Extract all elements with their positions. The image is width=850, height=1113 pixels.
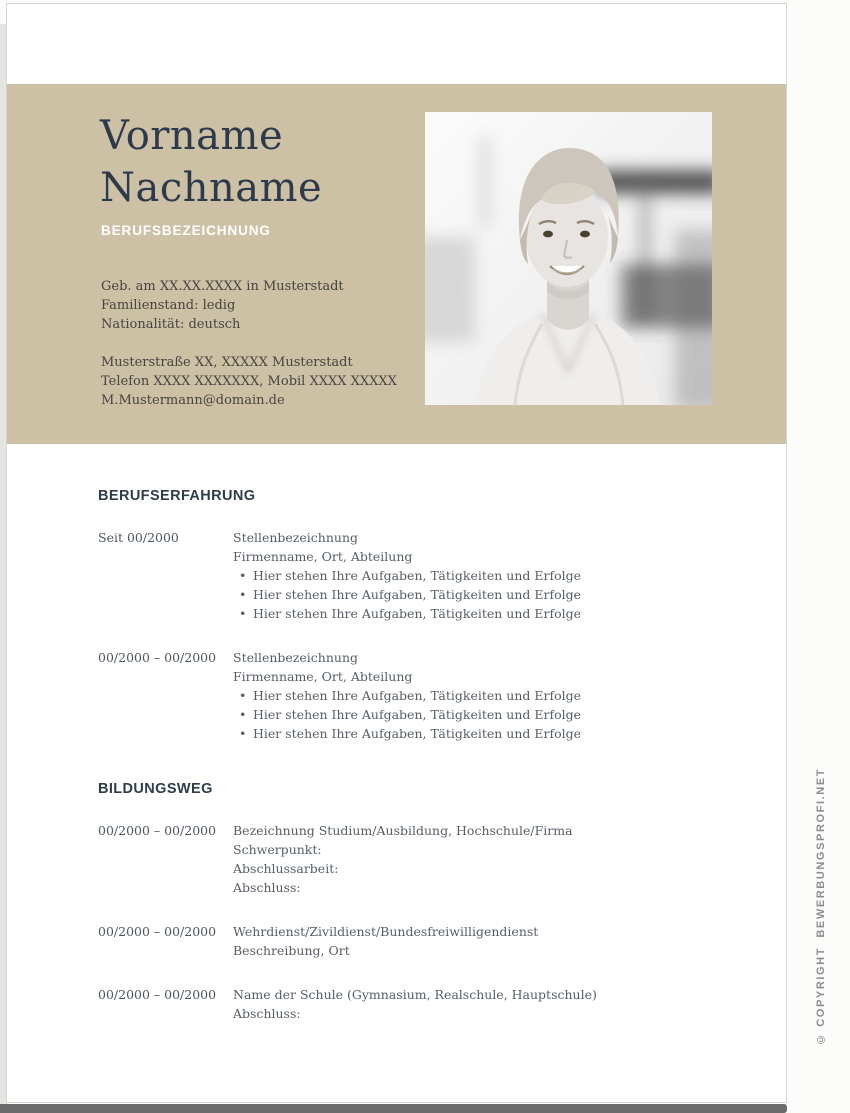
- entry-content: [233, 922, 698, 960]
- entry-date: 00/2000 – 00/2000: [98, 650, 217, 665]
- bullet-dot: •: [239, 707, 247, 722]
- entry-bullet: [233, 604, 698, 623]
- first-name: Vorname: [100, 113, 284, 159]
- bullet-dot: •: [239, 587, 247, 602]
- resume-entry: [98, 985, 698, 1023]
- bullet-text: Hier stehen Ihre Aufgaben, Tätigkeiten und Erfolge: [253, 587, 582, 602]
- entry-line: Name der Schule (Gymnasium, Realschule, Hauptschule): [233, 987, 597, 1002]
- bullet-text: Hier stehen Ihre Aufgaben, Tätigkeiten und Erfolge: [253, 606, 582, 621]
- personal-detail-line: Musterstraße XX, XXXXX Musterstadt: [101, 355, 353, 370]
- portrait-illustration: [425, 112, 712, 405]
- page-bottom-shadow: [0, 1104, 787, 1113]
- entry-date: 00/2000 – 00/2000: [98, 823, 217, 838]
- entry-line: Abschlussarbeit:: [233, 861, 339, 876]
- entry-bullet: [233, 705, 698, 724]
- resume-entry: [98, 821, 698, 897]
- bullet-text: Hier stehen Ihre Aufgaben, Tätigkeiten und Erfolge: [253, 726, 582, 741]
- bullet-text: Hier stehen Ihre Aufgaben, Tätigkeiten und Erfolge: [253, 568, 582, 583]
- section-heading: BILDUNGSWEG: [98, 781, 213, 797]
- entry-date: Seit 00/2000: [98, 530, 179, 545]
- entry-content: [233, 648, 698, 743]
- entry-line: Bezeichnung Studium/Ausbildung, Hochschule/Firma: [233, 823, 573, 838]
- bullet-dot: •: [239, 688, 247, 703]
- job-title: BERUFSBEZEICHNUNG: [101, 223, 271, 238]
- bullet-text: Hier stehen Ihre Aufgaben, Tätigkeiten und Erfolge: [253, 707, 582, 722]
- entry-date: 00/2000 – 00/2000: [98, 987, 217, 1002]
- entry-line: Abschluss:: [233, 880, 301, 895]
- bullet-dot: •: [239, 568, 247, 583]
- personal-details-block-2: [101, 353, 431, 410]
- personal-detail-line: Familienstand: ledig: [101, 298, 236, 313]
- entry-bullet: [233, 686, 698, 705]
- entry-bullet: [233, 585, 698, 604]
- entry-line: Wehrdienst/Zivildienst/Bundesfreiwilligendienst: [233, 924, 539, 939]
- resume-entry: [98, 648, 698, 743]
- entry-bullet: [233, 566, 698, 585]
- cv-page: [6, 3, 787, 1103]
- entry-bullet: [233, 724, 698, 743]
- header-band: [7, 84, 786, 444]
- entry-line: Stellenbezeichnung: [233, 530, 359, 545]
- profile-photo: [425, 112, 712, 405]
- bullet-dot: •: [239, 726, 247, 741]
- personal-detail-line: M.Mustermann@domain.de: [101, 393, 285, 408]
- entry-content: [233, 821, 698, 897]
- personal-detail-line: Nationalität: deutsch: [101, 317, 241, 332]
- entry-line: Abschluss:: [233, 1006, 301, 1021]
- resume-entry: [98, 922, 698, 960]
- entry-line: Firmenname, Ort, Abteilung: [233, 549, 413, 564]
- candidate-name: [100, 110, 322, 214]
- bullet-text: Hier stehen Ihre Aufgaben, Tätigkeiten und Erfolge: [253, 688, 582, 703]
- entry-content: [233, 528, 698, 623]
- personal-details-block-1: [101, 277, 431, 334]
- entry-date: 00/2000 – 00/2000: [98, 924, 217, 939]
- entry-line: Schwerpunkt:: [233, 842, 322, 857]
- copyright-watermark: © COPYRIGHT BEWERBUNGSPROFI.NET: [815, 767, 827, 1045]
- entry-content: [233, 985, 698, 1023]
- entry-line: Firmenname, Ort, Abteilung: [233, 669, 413, 684]
- last-name: Nachname: [100, 165, 323, 211]
- resume-entry: [98, 528, 698, 623]
- resume-sections: [98, 488, 698, 1023]
- personal-detail-line: Geb. am XX.XX.XXXX in Musterstadt: [101, 279, 344, 294]
- entry-line: Stellenbezeichnung: [233, 650, 359, 665]
- entry-line: Beschreibung, Ort: [233, 943, 350, 958]
- personal-detail-line: Telefon XXXX XXXXXXX, Mobil XXXX XXXXX: [101, 374, 397, 389]
- section-heading: BERUFSERFAHRUNG: [98, 488, 256, 504]
- bullet-dot: •: [239, 606, 247, 621]
